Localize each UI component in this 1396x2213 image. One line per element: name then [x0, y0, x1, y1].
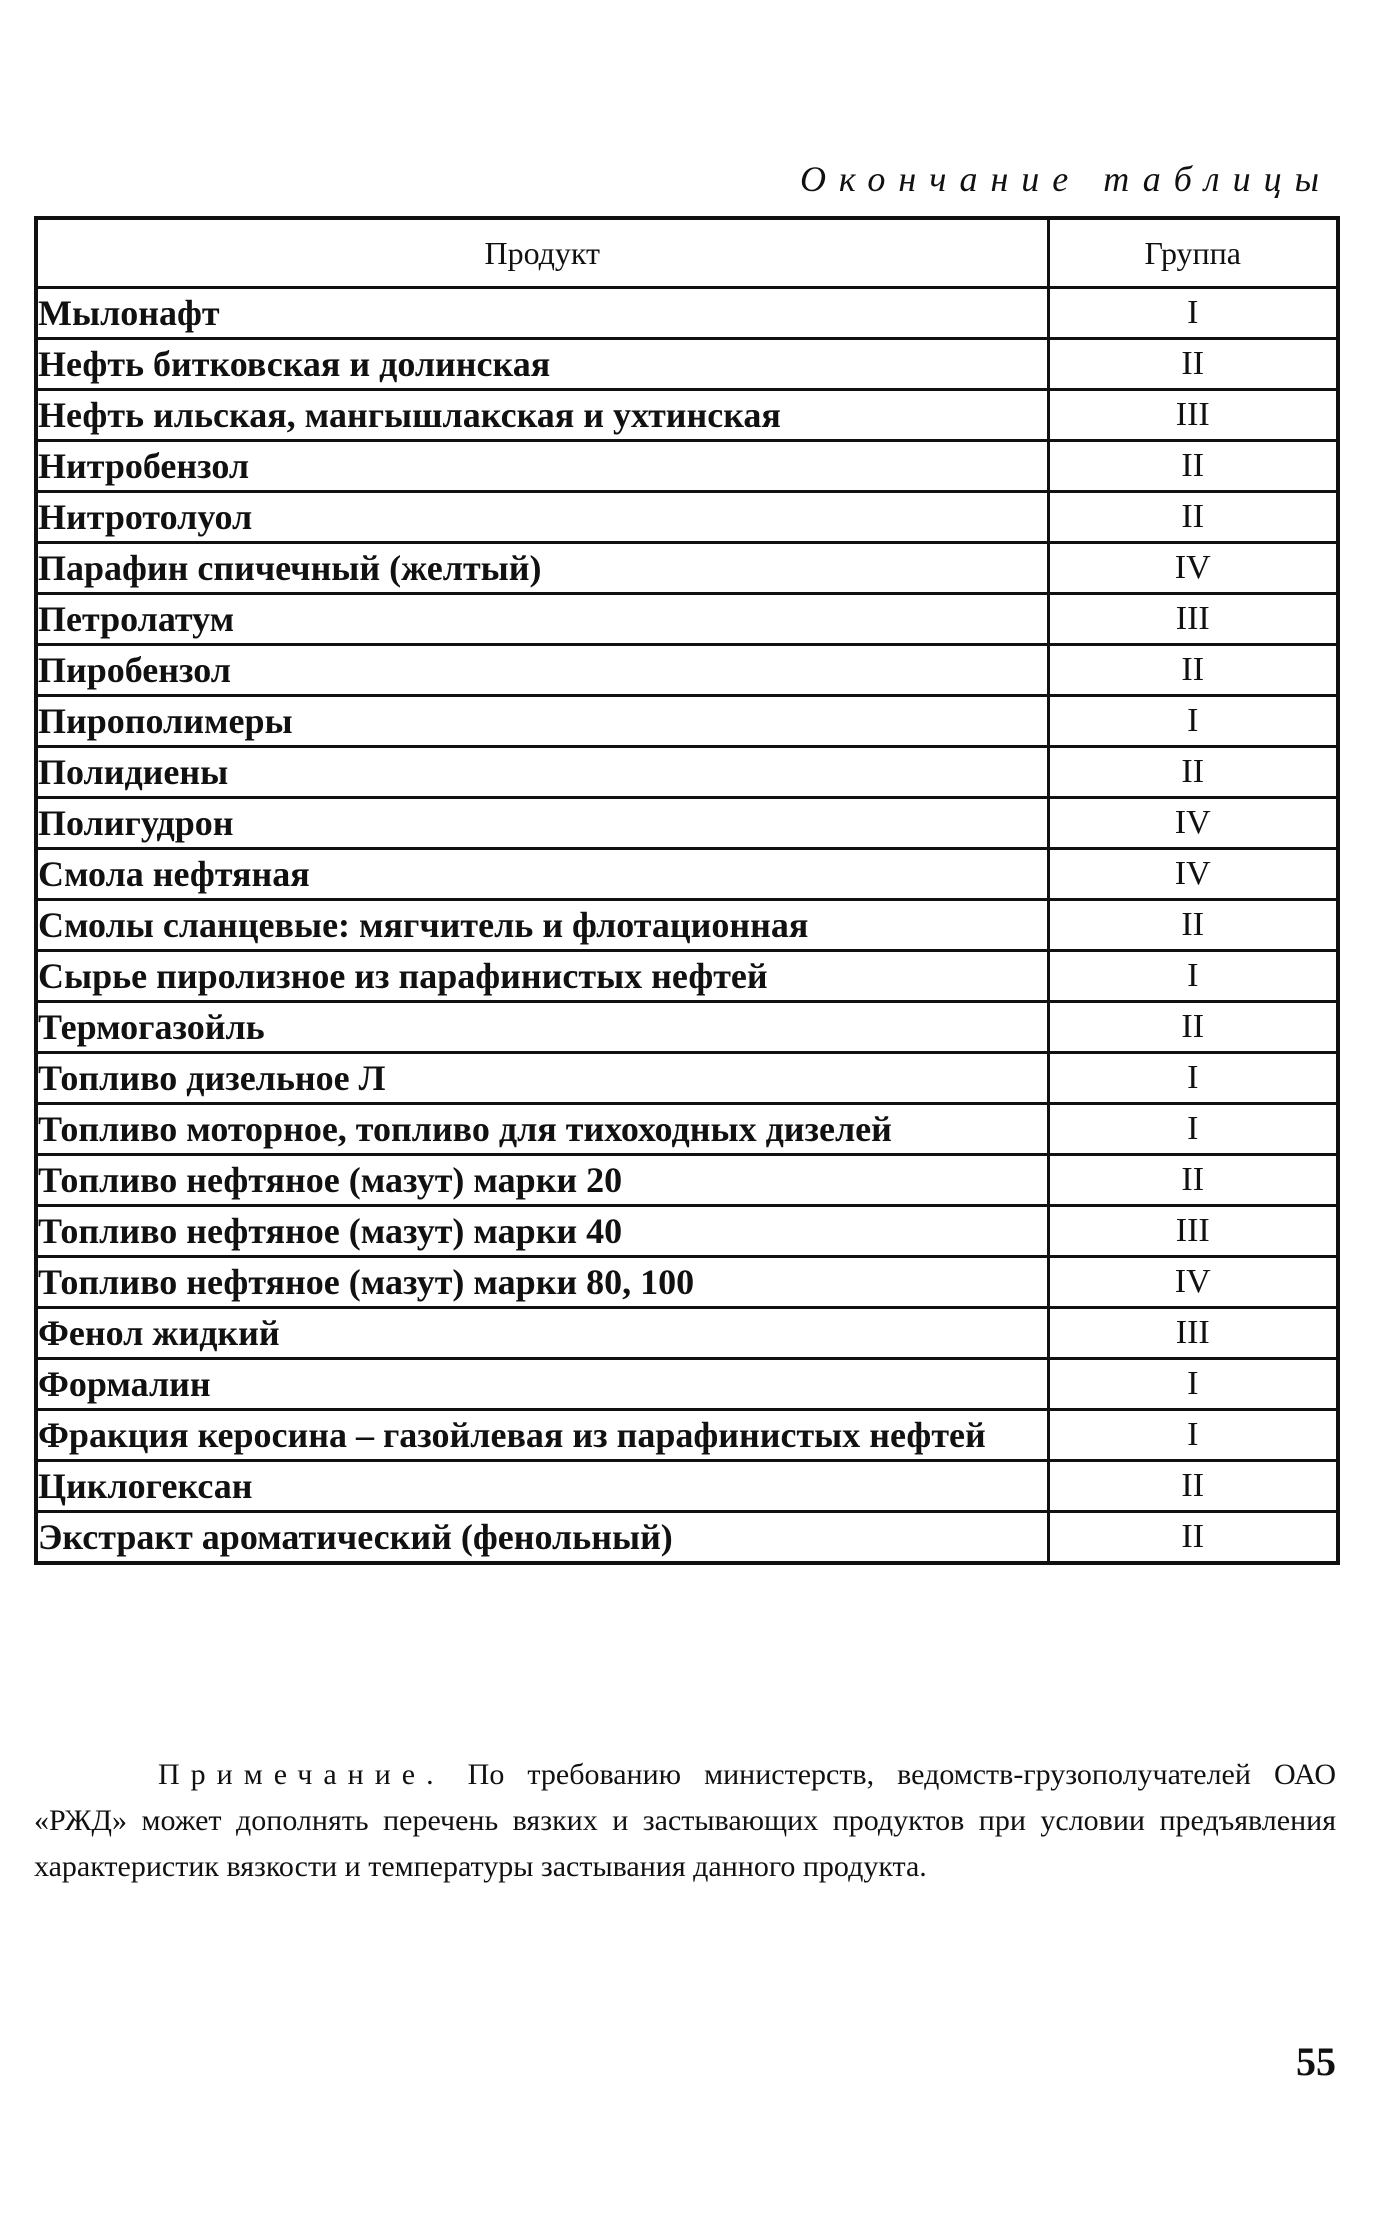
table-row — [36, 1002, 1338, 1053]
products-table — [34, 216, 1340, 1565]
table-row — [36, 1104, 1338, 1155]
product-cell: Термогазойль — [36, 1002, 1048, 1053]
table-row — [36, 441, 1338, 492]
product-cell: Топливо нефтяное (мазут) марки 20 — [36, 1155, 1048, 1206]
group-cell: I — [1048, 696, 1338, 747]
group-cell: II — [1048, 1155, 1338, 1206]
table-row — [36, 900, 1338, 951]
product-cell: Полидиены — [36, 747, 1048, 798]
product-cell: Топливо нефтяное (мазут) марки 80, 100 — [36, 1257, 1048, 1308]
table-row — [36, 339, 1338, 390]
table-row — [36, 390, 1338, 441]
table-row — [36, 1512, 1338, 1564]
table-row — [36, 951, 1338, 1002]
table-row — [36, 798, 1338, 849]
table-row — [36, 594, 1338, 645]
product-cell: Нитротолуол — [36, 492, 1048, 543]
table-row — [36, 645, 1338, 696]
footnote-text: По требованию министерств, ведомств-грузополучателей ОАО «РЖД» может дополнять перечень вязких и застывающих продуктов при условии предъявления характеристик вязкости и температуры застывания данного продукта. — [34, 1758, 1336, 1883]
table-row — [36, 696, 1338, 747]
group-cell: II — [1048, 441, 1338, 492]
product-cell: Мылонафт — [36, 288, 1048, 339]
group-cell: I — [1048, 1053, 1338, 1104]
product-cell: Смолы сланцевые: мягчитель и флотационная — [36, 900, 1048, 951]
footnote — [34, 1752, 1336, 1890]
group-cell: I — [1048, 1359, 1338, 1410]
group-cell: II — [1048, 1461, 1338, 1512]
group-cell: II — [1048, 492, 1338, 543]
product-cell: Нитробензол — [36, 441, 1048, 492]
group-cell: I — [1048, 951, 1338, 1002]
product-cell: Пиробензол — [36, 645, 1048, 696]
product-cell: Нефть ильская, мангышлакская и ухтинская — [36, 390, 1048, 441]
table-row — [36, 492, 1338, 543]
product-cell: Смола нефтяная — [36, 849, 1048, 900]
group-cell: II — [1048, 645, 1338, 696]
product-cell: Топливо дизельное Л — [36, 1053, 1048, 1104]
group-cell: II — [1048, 339, 1338, 390]
group-cell: II — [1048, 747, 1338, 798]
group-cell: IV — [1048, 543, 1338, 594]
product-cell: Топливо моторное, топливо для тихоходных дизелей — [36, 1104, 1048, 1155]
group-cell: II — [1048, 900, 1338, 951]
table-row — [36, 1053, 1338, 1104]
table-row — [36, 1206, 1338, 1257]
table-row — [36, 288, 1338, 339]
group-cell: III — [1048, 594, 1338, 645]
table-row — [36, 849, 1338, 900]
table-row — [36, 1308, 1338, 1359]
group-cell: I — [1048, 1410, 1338, 1461]
table-row — [36, 1257, 1338, 1308]
group-cell: I — [1048, 1104, 1338, 1155]
group-cell: III — [1048, 390, 1338, 441]
product-cell: Экстракт ароматический (фенольный) — [36, 1512, 1048, 1564]
header-group: Группа — [1048, 218, 1338, 288]
group-cell: IV — [1048, 1257, 1338, 1308]
page-number: 55 — [1296, 2039, 1336, 2084]
group-cell: II — [1048, 1002, 1338, 1053]
group-cell: IV — [1048, 798, 1338, 849]
table-header-row — [36, 218, 1338, 288]
product-cell: Парафин спичечный (желтый) — [36, 543, 1048, 594]
table-caption: Окончание таблицы — [799, 159, 1332, 199]
group-cell: II — [1048, 1512, 1338, 1564]
product-cell: Полигудрон — [36, 798, 1048, 849]
product-cell: Пирополимеры — [36, 696, 1048, 747]
group-cell: III — [1048, 1206, 1338, 1257]
table-row — [36, 747, 1338, 798]
product-cell: Сырье пиролизное из парафинистых нефтей — [36, 951, 1048, 1002]
group-cell: III — [1048, 1308, 1338, 1359]
table-row — [36, 1155, 1338, 1206]
product-cell: Нефть битковская и долинская — [36, 339, 1048, 390]
product-cell: Петролатум — [36, 594, 1048, 645]
product-cell: Формалин — [36, 1359, 1048, 1410]
footnote-label: Примечание. — [158, 1758, 445, 1791]
product-cell: Циклогексан — [36, 1461, 1048, 1512]
product-cell: Фракция керосина – газойлевая из парафинистых нефтей — [36, 1410, 1048, 1461]
group-cell: I — [1048, 288, 1338, 339]
table-row — [36, 1410, 1338, 1461]
table-row — [36, 1359, 1338, 1410]
group-cell: IV — [1048, 849, 1338, 900]
table-row — [36, 543, 1338, 594]
product-cell: Топливо нефтяное (мазут) марки 40 — [36, 1206, 1048, 1257]
product-cell: Фенол жидкий — [36, 1308, 1048, 1359]
table-row — [36, 1461, 1338, 1512]
header-product: Продукт — [36, 218, 1048, 288]
